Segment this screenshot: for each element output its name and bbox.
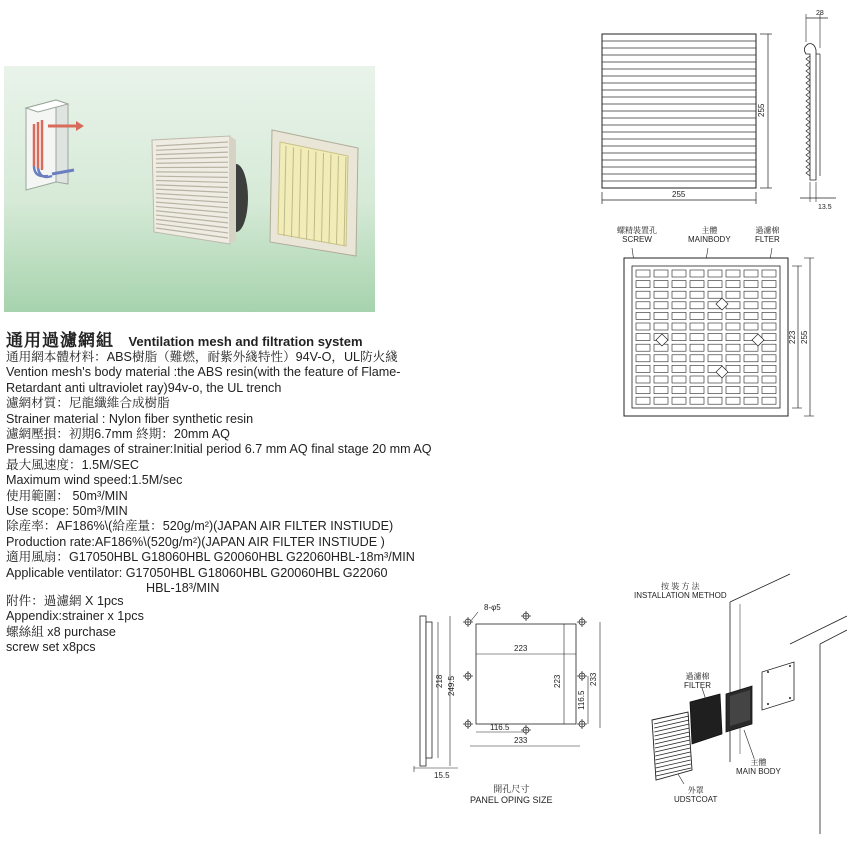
spec-line: 濾網材質：尼龍纖維合成樹脂 xyxy=(6,396,170,411)
install-mainbody-label xyxy=(736,758,781,776)
hole-label: 8-φ5 xyxy=(484,603,501,612)
vent-cell xyxy=(636,334,650,341)
vent-cell xyxy=(690,312,704,319)
vent-cell xyxy=(672,365,686,372)
outer-dim-label: 255 xyxy=(800,330,809,344)
vent-cell xyxy=(744,302,758,309)
filter-label xyxy=(755,226,780,244)
vent-cell xyxy=(672,302,686,309)
vent-cell xyxy=(762,387,776,394)
vent-cell xyxy=(708,334,722,341)
vent-cell xyxy=(744,397,758,404)
panel-opening-drawing xyxy=(400,596,620,810)
vent-cell xyxy=(708,281,722,288)
vent-cell xyxy=(672,397,686,404)
screw-label-en: SCREW xyxy=(622,235,652,244)
vent-cell xyxy=(690,344,704,351)
product-heading xyxy=(6,326,363,351)
vent-cell xyxy=(726,397,740,404)
product-photo-illustration xyxy=(4,66,375,312)
right-height-label: 233 xyxy=(589,672,598,686)
filter-label-zh: 過濾棉 xyxy=(755,226,780,235)
install-cover-en: UDSTCOAT xyxy=(674,795,718,804)
vent-cell xyxy=(654,376,668,383)
vent-cell xyxy=(672,344,686,351)
vent-cell xyxy=(672,270,686,277)
vent-cell xyxy=(636,355,650,362)
side-bottom-dim-label: 13.5 xyxy=(818,204,832,211)
install-title-en: INSTALLATION METHOD xyxy=(634,591,727,600)
vent-cell xyxy=(708,323,722,330)
vent-cell xyxy=(762,365,776,372)
vent-cell xyxy=(654,387,668,394)
install-filter-label xyxy=(684,672,711,690)
vent-cell xyxy=(690,397,704,404)
vent-cell xyxy=(654,323,668,330)
vent-cell xyxy=(744,376,758,383)
vent-cell xyxy=(690,334,704,341)
spec-line: Retardant anti ultraviolet ray)94v-o, the UL trench xyxy=(6,380,282,395)
fan-grille-product xyxy=(152,136,248,244)
half-width-label: 116.5 xyxy=(490,723,510,732)
vent-cell xyxy=(672,312,686,319)
vent-cell xyxy=(726,323,740,330)
vent-cell xyxy=(726,355,740,362)
vent-cell xyxy=(762,344,776,351)
panel-caption xyxy=(470,784,553,806)
screw-label-zh: 螺精裝置孔 xyxy=(617,226,657,235)
height-dim-label: 255 xyxy=(757,103,766,117)
side-top-dim-label: 28 xyxy=(816,10,824,17)
vent-cell xyxy=(744,270,758,277)
vent-cell xyxy=(690,365,704,372)
vent-cell xyxy=(636,281,650,288)
vent-cell xyxy=(636,387,650,394)
vent-cell xyxy=(726,291,740,298)
vent-cell xyxy=(654,281,668,288)
spec-line: Production rate:AF186%\(520g/m²)(JAPAN AIR FILTER INSTIUDE ) xyxy=(6,534,385,549)
cabinet-airflow-graphic xyxy=(26,100,84,190)
vent-cell xyxy=(672,387,686,394)
front-view-drawing xyxy=(596,4,846,214)
vent-cell xyxy=(726,365,740,372)
vent-cell xyxy=(744,281,758,288)
width-dim-label: 255 xyxy=(672,190,686,199)
inner-dim-label: 223 xyxy=(788,330,797,344)
vent-cell xyxy=(708,376,722,383)
install-cover-label xyxy=(674,786,717,804)
spec-line: Pressing damages of strainer:Initial period 6.7 mm AQ final stage 20 mm AQ xyxy=(6,442,432,457)
side-view xyxy=(800,10,836,211)
vent-cell xyxy=(726,312,740,319)
vent-cell xyxy=(690,302,704,309)
vent-cell xyxy=(636,270,650,277)
vent-cell xyxy=(690,281,704,288)
accessory-line: screw set x8pcs xyxy=(6,640,96,655)
vent-cell xyxy=(690,376,704,383)
vent-cell xyxy=(762,397,776,404)
spec-list xyxy=(6,350,476,597)
vent-cell xyxy=(636,397,650,404)
vent-cell xyxy=(654,365,668,372)
vent-cell xyxy=(654,291,668,298)
vent-cell xyxy=(654,270,668,277)
vent-cell xyxy=(690,291,704,298)
vent-cell xyxy=(636,302,650,309)
vent-cell xyxy=(654,302,668,309)
vent-cell xyxy=(672,355,686,362)
vent-cell xyxy=(726,281,740,288)
vent-cell xyxy=(726,387,740,394)
vent-cell xyxy=(672,376,686,383)
vent-cell xyxy=(690,270,704,277)
panel-caption-zh: 開孔尺寸 xyxy=(493,784,530,794)
vent-cell xyxy=(636,376,650,383)
mainbody-label xyxy=(688,226,731,244)
vent-cell xyxy=(654,312,668,319)
install-mainbody-en: MAIN BODY xyxy=(736,767,781,776)
spec-line: 通用網本體材料：ABS樹脂（難燃，耐紫外綫特性）94V-O，UL防火綫 xyxy=(6,350,398,364)
vent-cell xyxy=(708,291,722,298)
vent-cell xyxy=(726,270,740,277)
heading-en: Ventilation mesh and filtration system xyxy=(128,334,363,349)
install-mainbody-zh: 主體 xyxy=(750,758,767,767)
inner-height-label: 223 xyxy=(553,674,562,688)
vent-cell xyxy=(726,376,740,383)
accessory-line: 附件：過濾網 X 1pcs xyxy=(6,594,124,608)
vent-cell xyxy=(636,291,650,298)
vent-cell xyxy=(726,344,740,351)
vent-cell xyxy=(762,281,776,288)
vent-cell xyxy=(762,291,776,298)
install-filter-en: FILTER xyxy=(684,681,711,690)
installation-drawing xyxy=(640,574,847,834)
bottom-dim-label: 233 xyxy=(514,736,528,745)
vent-cell xyxy=(708,344,722,351)
vent-cell xyxy=(690,355,704,362)
half-height-label: 116.5 xyxy=(577,690,586,710)
vent-cell xyxy=(672,334,686,341)
mainbody-label-en: MAINBODY xyxy=(688,235,731,244)
vent-cell xyxy=(726,302,740,309)
vent-cell xyxy=(672,281,686,288)
vent-cell xyxy=(744,312,758,319)
vent-cell xyxy=(654,355,668,362)
vent-cell xyxy=(726,334,740,341)
vent-cell xyxy=(762,376,776,383)
vent-cell xyxy=(708,270,722,277)
vent-cell xyxy=(762,323,776,330)
install-cover-zh: 外罩 xyxy=(687,786,704,795)
vent-cell xyxy=(744,323,758,330)
vent-cell xyxy=(744,387,758,394)
vent-cell xyxy=(762,355,776,362)
spec-line-continuation: HBL-18³/MIN xyxy=(146,581,220,596)
spec-line: Strainer material : Nylon fiber synthetic resin xyxy=(6,411,254,426)
vent-cell xyxy=(744,365,758,372)
spec-line: Maximum wind speed:1.5M/sec xyxy=(6,473,183,488)
mainbody-drawing xyxy=(620,248,820,424)
vent-cell xyxy=(636,365,650,372)
install-filter-zh: 過濾棉 xyxy=(685,672,710,681)
filter-product xyxy=(270,130,358,256)
panel-caption-en: PANEL OPING SIZE xyxy=(470,795,553,805)
top-dim-label: 223 xyxy=(514,644,528,653)
vent-cell xyxy=(690,387,704,394)
spec-line: Vention mesh's body material :the ABS resin(with the feature of Flame- xyxy=(6,365,401,380)
spec-line: 使用範圍： 50m³/MIN xyxy=(6,488,128,503)
screw-label xyxy=(617,226,657,244)
dim-249-label: 249.5 xyxy=(447,675,456,696)
accessories-list xyxy=(6,594,144,656)
accessory-line: 螺絲組 x8 purchase xyxy=(6,624,116,639)
vent-cell xyxy=(690,323,704,330)
side-thk-label: 15.5 xyxy=(434,771,450,780)
vent-cell xyxy=(654,397,668,404)
spec-line: 濾網壓損：初期6.7mm 終期：20mm AQ xyxy=(6,427,230,442)
spec-line: 除産率：AF186%\(給産量：520g/m²)(JAPAN AIR FILTER INSTIUDE) xyxy=(6,519,394,534)
spec-line: 最大風速度：1.5M/SEC xyxy=(6,457,139,472)
vent-cell xyxy=(636,344,650,351)
dim-218-label: 218 xyxy=(435,674,444,688)
vent-cell xyxy=(708,355,722,362)
filter-label-en: FLTER xyxy=(755,235,780,244)
product-photo xyxy=(4,66,375,312)
vent-cell xyxy=(744,291,758,298)
vent-cell xyxy=(708,387,722,394)
vent-cell xyxy=(636,312,650,319)
vent-cell xyxy=(708,397,722,404)
vent-cell xyxy=(708,312,722,319)
vent-cell xyxy=(762,270,776,277)
install-title-zh: 按 裝 方 法 xyxy=(660,582,700,591)
vent-cell xyxy=(762,302,776,309)
spec-line: Use scope: 50m³/MIN xyxy=(6,504,128,519)
spec-line: Applicable ventilator: G17050HBL G18060HBL G20060HBL G22060 xyxy=(6,565,388,580)
mainbody-label-zh: 主體 xyxy=(701,226,718,235)
vent-cell xyxy=(744,344,758,351)
vent-cell xyxy=(744,355,758,362)
accessory-line: Appendix:strainer x 1pcs xyxy=(6,609,144,624)
vent-cell xyxy=(672,291,686,298)
vent-cell xyxy=(762,312,776,319)
vent-cell xyxy=(636,323,650,330)
vent-cell xyxy=(672,323,686,330)
spec-line: 適用風扇：G17050HBL G18060HBL G20060HBL G22060HBL-18m³/MIN xyxy=(6,550,415,565)
vent-cell xyxy=(762,334,776,341)
heading-zh: 通用過濾網組 xyxy=(6,331,114,350)
